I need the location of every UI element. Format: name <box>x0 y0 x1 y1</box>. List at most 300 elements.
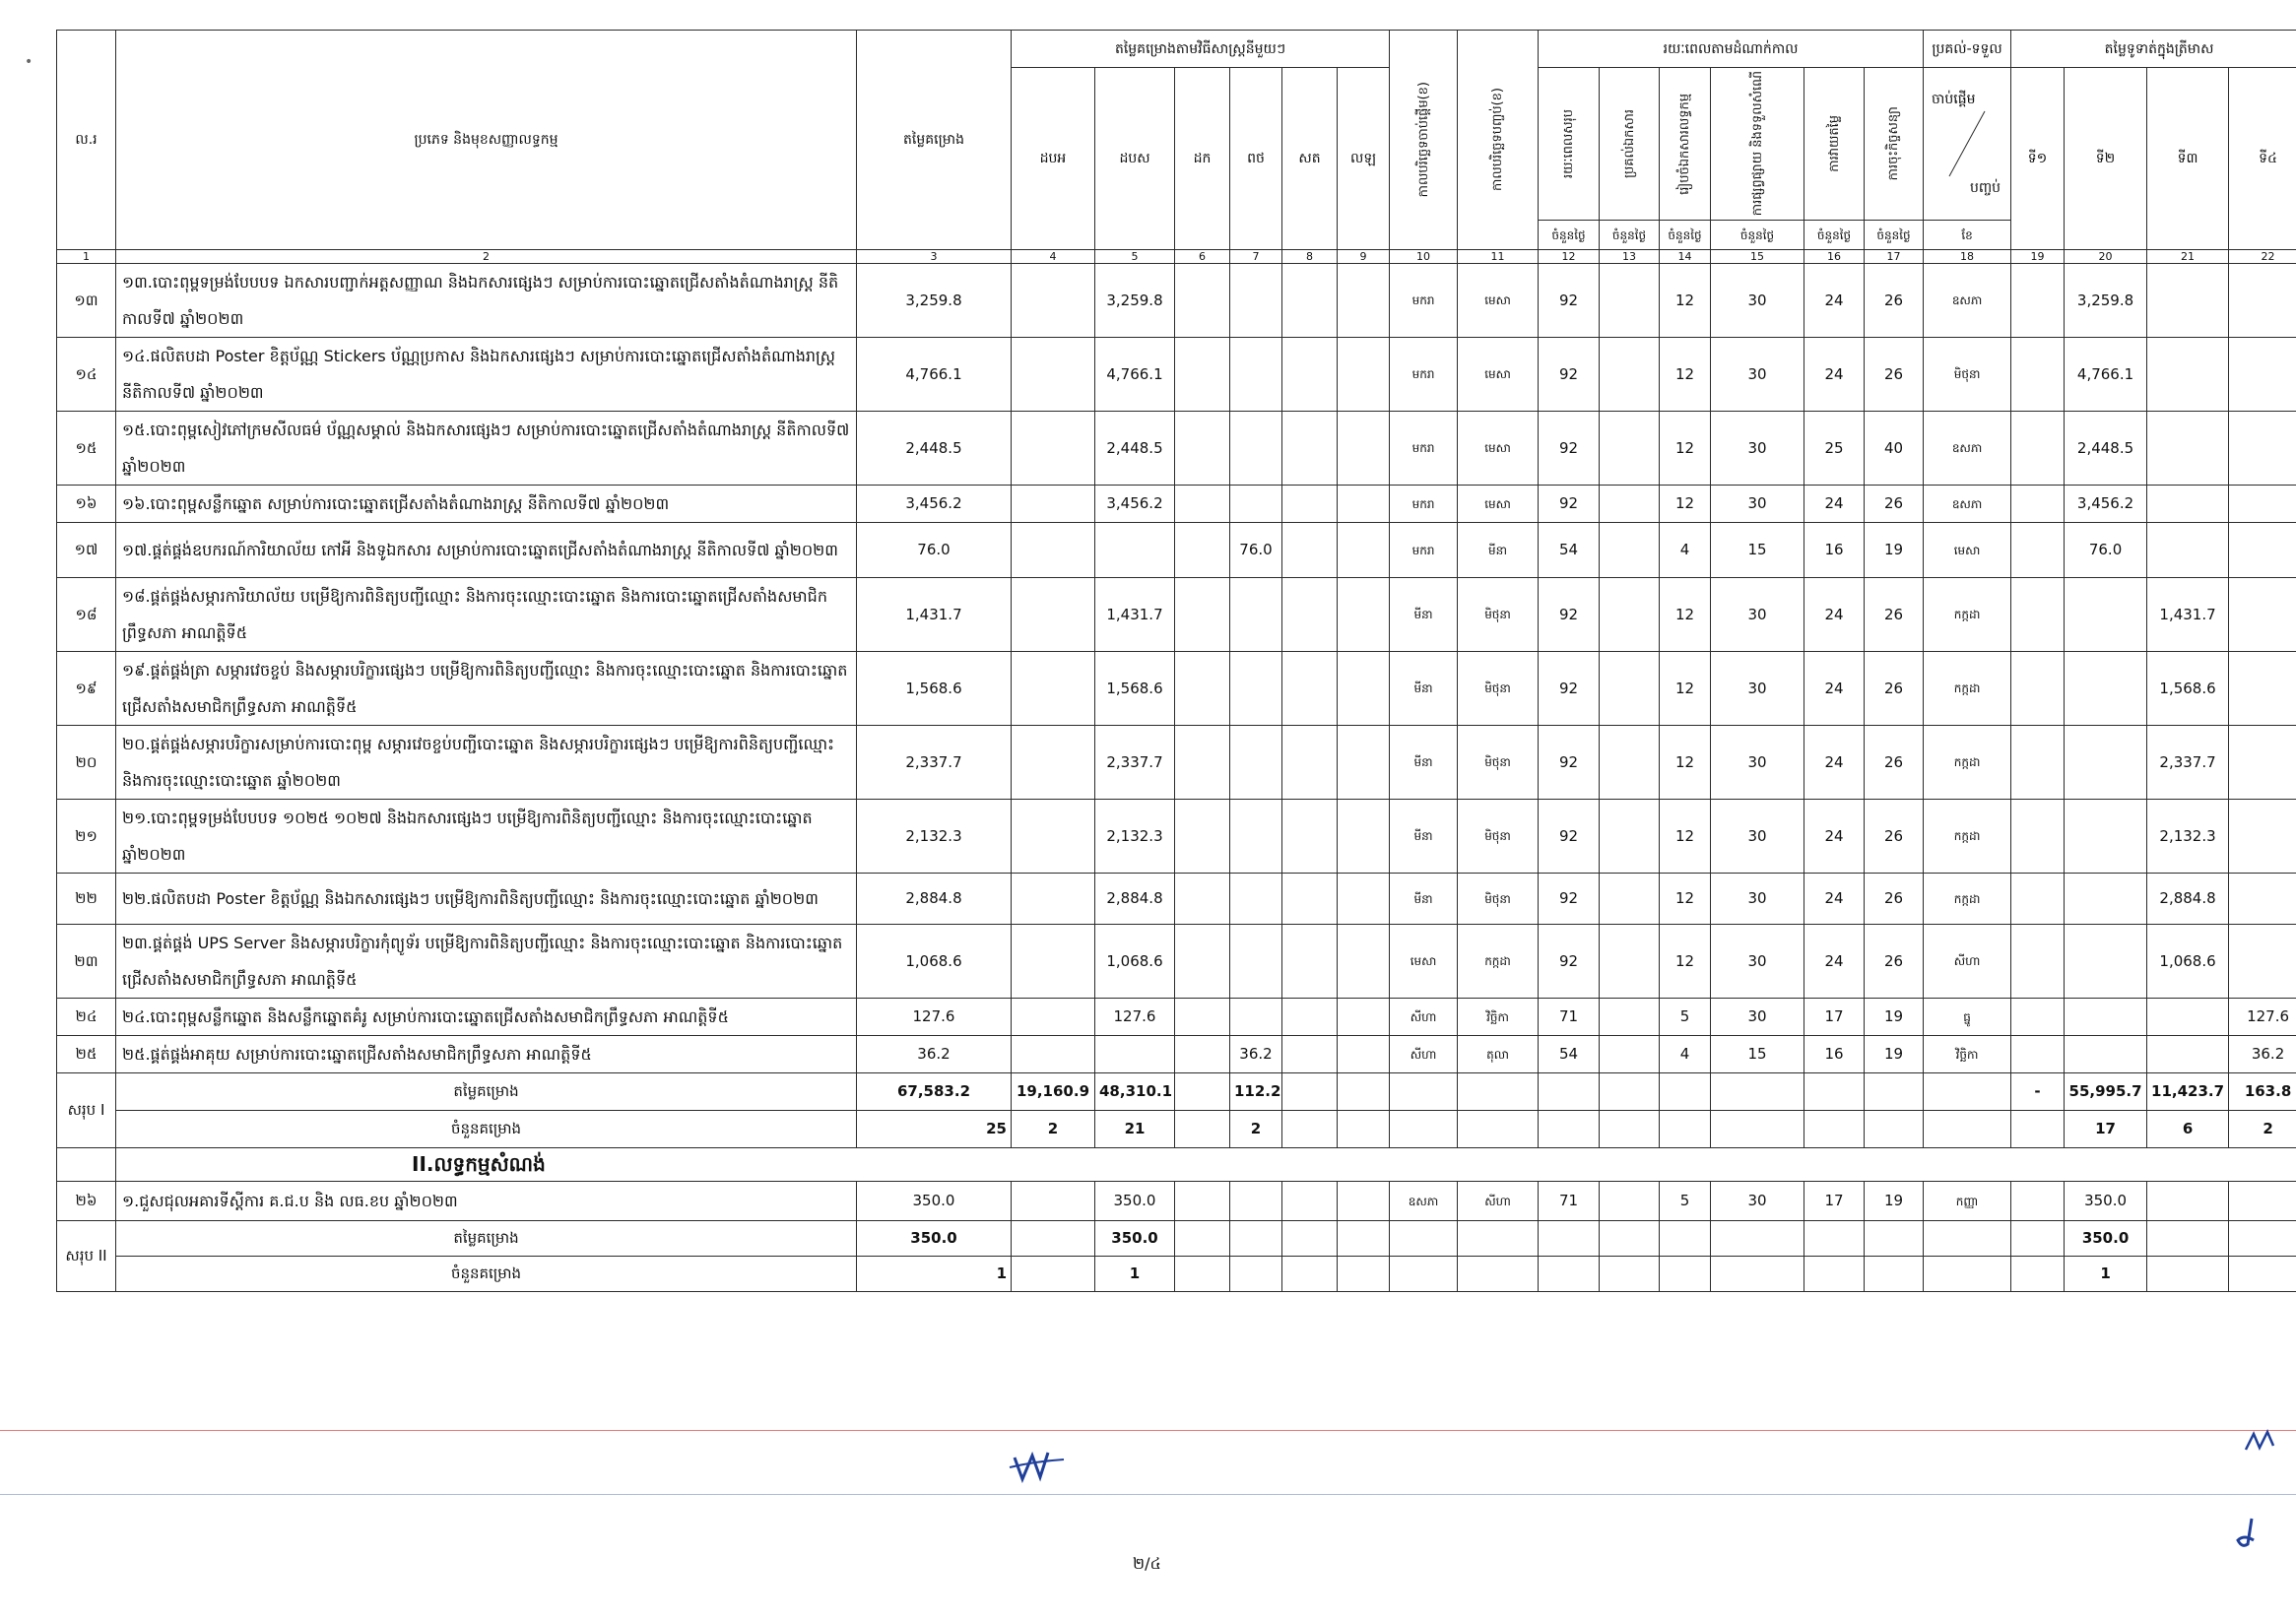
row-m5 <box>1282 726 1338 800</box>
row-budget: 127.6 <box>857 999 1012 1036</box>
row-m1 <box>1012 578 1095 652</box>
row-end: មិថុនា <box>1458 874 1539 925</box>
table-row <box>57 412 2296 486</box>
subtotal-count-d3 <box>1660 1257 1711 1292</box>
row-m2: 350.0 <box>1095 1182 1175 1221</box>
row-description: ២៥.ផ្គត់ផ្គង់អាគុយ សម្រាប់ការបោះឆ្នោតជ្រើសតាំងសមាជិកព្រឹទ្ធសភា អាណត្តិទី៥ <box>116 1036 857 1073</box>
row-m3 <box>1175 264 1230 338</box>
row-q1 <box>2011 1182 2065 1221</box>
row-d2 <box>1600 412 1660 486</box>
row-d6: 26 <box>1865 486 1924 523</box>
table-row <box>57 523 2296 578</box>
row-d2 <box>1600 999 1660 1036</box>
section-blank <box>57 1148 116 1182</box>
row-del: កក្កដា <box>1924 652 2011 726</box>
subtotal-count-q2: 1 <box>2065 1257 2147 1292</box>
row-d1: 92 <box>1539 486 1600 523</box>
subtotal-count-q1 <box>2011 1111 2065 1148</box>
table-row <box>57 999 2296 1036</box>
row-m5 <box>1282 874 1338 925</box>
row-number: ២៣ <box>57 925 116 999</box>
header-duration: ការផ្សព្វផ្សាយ និងទទួលសំណើ <box>1711 68 1804 221</box>
table-row <box>57 486 2296 523</box>
row-start: ឧសភា <box>1390 1182 1458 1221</box>
row-q4 <box>2229 1182 2296 1221</box>
row-d3: 5 <box>1660 999 1711 1036</box>
row-start: មករា <box>1390 523 1458 578</box>
row-start: មករា <box>1390 412 1458 486</box>
row-m1 <box>1012 999 1095 1036</box>
row-m1 <box>1012 652 1095 726</box>
row-number: ១៩ <box>57 652 116 726</box>
row-q3 <box>2147 999 2229 1036</box>
row-start: សីហា <box>1390 1036 1458 1073</box>
subtotal-count-start <box>1390 1111 1458 1148</box>
row-m2: 2,132.3 <box>1095 800 1175 874</box>
row-q3 <box>2147 412 2229 486</box>
column-number: 17 <box>1865 250 1924 264</box>
row-d6: 26 <box>1865 578 1924 652</box>
row-budget: 76.0 <box>857 523 1012 578</box>
row-d3: 12 <box>1660 726 1711 800</box>
row-d5: 24 <box>1804 800 1865 874</box>
row-d4: 30 <box>1711 652 1804 726</box>
subtotal-count-d2 <box>1600 1111 1660 1148</box>
row-end: តុលា <box>1458 1036 1539 1073</box>
column-number: 19 <box>2011 250 2065 264</box>
row-q1 <box>2011 578 2065 652</box>
subtotal-d4 <box>1711 1073 1804 1111</box>
subtotal-count-m4: 2 <box>1230 1111 1282 1148</box>
header-duration: ការវាយតម្លៃ <box>1804 68 1865 221</box>
row-d5: 16 <box>1804 1036 1865 1073</box>
row-d1: 71 <box>1539 1182 1600 1221</box>
subtotal-q4 <box>2229 1221 2296 1257</box>
header-quarter: ទី១ <box>2011 68 2065 250</box>
row-m2: 1,431.7 <box>1095 578 1175 652</box>
row-q2 <box>2065 874 2147 925</box>
header-method: ដបស <box>1095 68 1175 250</box>
row-q4 <box>2229 925 2296 999</box>
subtotal-q1 <box>2011 1221 2065 1257</box>
subtotal-count-m1: 2 <box>1012 1111 1095 1148</box>
subtotal-del <box>1924 1221 2011 1257</box>
row-d3: 12 <box>1660 578 1711 652</box>
row-m6 <box>1338 578 1390 652</box>
row-m5 <box>1282 578 1338 652</box>
row-d2 <box>1600 1036 1660 1073</box>
subtotal-m6 <box>1338 1221 1390 1257</box>
row-end: មិថុនា <box>1458 652 1539 726</box>
row-d2 <box>1600 800 1660 874</box>
header-unit: ចំនួនថ្ងៃ <box>1660 221 1711 250</box>
row-q2: 3,259.8 <box>2065 264 2147 338</box>
row-q1 <box>2011 486 2065 523</box>
row-m3 <box>1175 652 1230 726</box>
row-m1 <box>1012 925 1095 999</box>
header-method: ដបអ <box>1012 68 1095 250</box>
row-start: មីនា <box>1390 578 1458 652</box>
row-m4: 36.2 <box>1230 1036 1282 1073</box>
row-q2 <box>2065 800 2147 874</box>
row-number: ២៤ <box>57 999 116 1036</box>
subtotal-count-end <box>1458 1111 1539 1148</box>
row-description: ១៩.ផ្គត់ផ្គង់ត្រា សម្ភារវេចខ្ចប់ និងសម្ភារបរិក្ខារផ្សេងៗ បម្រើឱ្យការពិនិត្យបញ្ជីឈ្មោះ និងការចុះឈ្មោះបោះឆ្នោត និងការបោះឆ្នោតជ្រើសតាំងសមាជិកព្រឹទ្ធសភា អាណត្តិទី៥ <box>116 652 857 726</box>
header-quarter: ទី៣ <box>2147 68 2229 250</box>
row-m6 <box>1338 874 1390 925</box>
row-d5: 24 <box>1804 652 1865 726</box>
column-number: 22 <box>2229 250 2296 264</box>
subtotal-budget-label: តម្លៃគម្រោង <box>116 1221 857 1257</box>
delivery-slash <box>1947 109 1987 178</box>
row-q1 <box>2011 338 2065 412</box>
row-d5: 24 <box>1804 726 1865 800</box>
subtotal-d3 <box>1660 1073 1711 1111</box>
row-d2 <box>1600 523 1660 578</box>
subtotal-m5 <box>1282 1221 1338 1257</box>
subtotal-count-q3 <box>2147 1257 2229 1292</box>
row-d4: 30 <box>1711 412 1804 486</box>
row-m4 <box>1230 578 1282 652</box>
row-budget: 1,431.7 <box>857 578 1012 652</box>
row-m2: 3,259.8 <box>1095 264 1175 338</box>
row-q1 <box>2011 800 2065 874</box>
row-number: ១៤ <box>57 338 116 412</box>
row-m1 <box>1012 1182 1095 1221</box>
row-number: ១៨ <box>57 578 116 652</box>
row-q1 <box>2011 999 2065 1036</box>
row-description: ១.ជួសជុលអគារទីស្តីការ គ.ជ.ប និង លធ.ខប ឆ្នាំ២០២៣ <box>116 1182 857 1221</box>
row-q3 <box>2147 523 2229 578</box>
row-m4 <box>1230 800 1282 874</box>
column-number: 10 <box>1390 250 1458 264</box>
row-q1 <box>2011 523 2065 578</box>
header-unit: ចំនួនថ្ងៃ <box>1804 221 1865 250</box>
row-d2 <box>1600 874 1660 925</box>
subtotal-m1 <box>1012 1221 1095 1257</box>
row-d6: 26 <box>1865 338 1924 412</box>
row-m3 <box>1175 578 1230 652</box>
row-m3 <box>1175 412 1230 486</box>
column-number: 12 <box>1539 250 1600 264</box>
row-budget: 2,132.3 <box>857 800 1012 874</box>
row-d1: 92 <box>1539 338 1600 412</box>
row-number: ១៦ <box>57 486 116 523</box>
row-q2: 350.0 <box>2065 1182 2147 1221</box>
row-del: វិច្ឆិកា <box>1924 1036 2011 1073</box>
header-method: សត <box>1282 68 1338 250</box>
row-budget: 1,568.6 <box>857 652 1012 726</box>
subtotal-q3 <box>2147 1221 2229 1257</box>
subtotal-count-end <box>1458 1257 1539 1292</box>
row-d4: 30 <box>1711 726 1804 800</box>
row-d2 <box>1600 486 1660 523</box>
row-d6: 19 <box>1865 999 1924 1036</box>
subtotal-budget-row <box>57 1221 2296 1257</box>
row-del: ឧសភា <box>1924 486 2011 523</box>
row-m5 <box>1282 800 1338 874</box>
row-d1: 92 <box>1539 412 1600 486</box>
row-q4 <box>2229 264 2296 338</box>
row-m2: 3,456.2 <box>1095 486 1175 523</box>
row-d6: 19 <box>1865 1182 1924 1221</box>
row-d3: 12 <box>1660 925 1711 999</box>
row-d6: 26 <box>1865 264 1924 338</box>
table-row <box>57 1182 2296 1221</box>
subtotal-m4 <box>1230 1221 1282 1257</box>
row-m5 <box>1282 338 1338 412</box>
header-duration-group: រយៈពេលតាមដំណាក់កាល <box>1539 31 1924 68</box>
subtotal-count-d4 <box>1711 1257 1804 1292</box>
row-q3 <box>2147 264 2229 338</box>
row-d6: 26 <box>1865 726 1924 800</box>
row-m1 <box>1012 264 1095 338</box>
row-m3 <box>1175 486 1230 523</box>
row-m2: 1,068.6 <box>1095 925 1175 999</box>
row-m1 <box>1012 338 1095 412</box>
row-end: មីនា <box>1458 523 1539 578</box>
row-budget: 1,068.6 <box>857 925 1012 999</box>
subtotal-m1: 19,160.9 <box>1012 1073 1095 1111</box>
column-number: 2 <box>116 250 857 264</box>
column-number: 4 <box>1012 250 1095 264</box>
subtotal-q2: 55,995.7 <box>2065 1073 2147 1111</box>
row-d6: 19 <box>1865 1036 1924 1073</box>
row-m4 <box>1230 874 1282 925</box>
subtotal-count-row <box>57 1257 2296 1292</box>
row-d2 <box>1600 925 1660 999</box>
header-no: ល.រ <box>57 31 116 250</box>
row-m1 <box>1012 1036 1095 1073</box>
row-d5: 24 <box>1804 486 1865 523</box>
row-d6: 19 <box>1865 523 1924 578</box>
procurement-plan-table <box>56 30 2296 1292</box>
column-number: 5 <box>1095 250 1175 264</box>
row-q2 <box>2065 726 2147 800</box>
row-number: ២០ <box>57 726 116 800</box>
row-budget: 36.2 <box>857 1036 1012 1073</box>
row-d2 <box>1600 1182 1660 1221</box>
row-end: មេសា <box>1458 338 1539 412</box>
row-del: ឧសភា <box>1924 264 2011 338</box>
subtotal-end <box>1458 1073 1539 1111</box>
table-row <box>57 652 2296 726</box>
row-m6 <box>1338 726 1390 800</box>
row-d1: 71 <box>1539 999 1600 1036</box>
subtotal-end <box>1458 1221 1539 1257</box>
row-q3: 1,568.6 <box>2147 652 2229 726</box>
row-m1 <box>1012 726 1095 800</box>
row-q4 <box>2229 412 2296 486</box>
column-number: 1 <box>57 250 116 264</box>
subtotal-d5 <box>1804 1221 1865 1257</box>
row-del: ធ្នូ <box>1924 999 2011 1036</box>
row-d2 <box>1600 726 1660 800</box>
header-methods-group: តម្លៃគម្រោងតាមវិធីសាស្ត្រនីមួយៗ <box>1012 31 1390 68</box>
row-q2 <box>2065 578 2147 652</box>
subtotal-count-m3 <box>1175 1257 1230 1292</box>
row-q4: 36.2 <box>2229 1036 2296 1073</box>
row-m5 <box>1282 486 1338 523</box>
row-d1: 92 <box>1539 726 1600 800</box>
row-number: ២៥ <box>57 1036 116 1073</box>
row-end: មេសា <box>1458 412 1539 486</box>
row-number: ២៦ <box>57 1182 116 1221</box>
row-q4 <box>2229 578 2296 652</box>
row-start: មីនា <box>1390 652 1458 726</box>
subtotal-count-d6 <box>1865 1257 1924 1292</box>
scan-speck: • <box>25 54 33 70</box>
section-row <box>57 1148 2296 1182</box>
row-description: ២៤.បោះពុម្ពសន្លឹកឆ្នោត និងសន្លឹកឆ្នោតគំរូ សម្រាប់ការបោះឆ្នោតជ្រើសតាំងសមាជិកព្រឹទ្ធសភា អាណត្តិទី៥ <box>116 999 857 1036</box>
row-m4: 76.0 <box>1230 523 1282 578</box>
subtotal-count-q3: 6 <box>2147 1111 2229 1148</box>
row-d5: 17 <box>1804 999 1865 1036</box>
row-description: ១៨.ផ្គត់ផ្គង់សម្ភារការិយាល័យ បម្រើឱ្យការពិនិត្យបញ្ជីឈ្មោះ និងការចុះឈ្មោះបោះឆ្នោត និងការបោះឆ្នោតជ្រើសតាំងសមាជិកព្រឹទ្ធសភា អាណត្តិទី៥ <box>116 578 857 652</box>
table-row <box>57 264 2296 338</box>
row-del: សីហា <box>1924 925 2011 999</box>
row-budget: 2,337.7 <box>857 726 1012 800</box>
row-q2: 76.0 <box>2065 523 2147 578</box>
row-start: សីហា <box>1390 999 1458 1036</box>
subtotal-count-label: ចំនួនគម្រោង <box>116 1257 857 1292</box>
row-d5: 25 <box>1804 412 1865 486</box>
subtotal-count-del <box>1924 1257 2011 1292</box>
table-row <box>57 800 2296 874</box>
row-m2: 2,448.5 <box>1095 412 1175 486</box>
row-m5 <box>1282 412 1338 486</box>
header-month: ខែ <box>1924 221 2011 250</box>
subtotal-count-d3 <box>1660 1111 1711 1148</box>
header-duration: ប្រគល់ឯកសារ <box>1600 68 1660 221</box>
row-d4: 30 <box>1711 925 1804 999</box>
row-m4 <box>1230 925 1282 999</box>
row-d1: 92 <box>1539 800 1600 874</box>
subtotal-count-m2: 21 <box>1095 1111 1175 1148</box>
row-d3: 4 <box>1660 1036 1711 1073</box>
subtotal-budget-row <box>57 1073 2296 1111</box>
row-q2 <box>2065 652 2147 726</box>
row-d1: 92 <box>1539 652 1600 726</box>
row-q4: 127.6 <box>2229 999 2296 1036</box>
subtotal-m6 <box>1338 1073 1390 1111</box>
row-m2 <box>1095 523 1175 578</box>
row-m4 <box>1230 999 1282 1036</box>
row-m1 <box>1012 412 1095 486</box>
page-number: ២/៤ <box>1133 1554 1161 1573</box>
row-d1: 92 <box>1539 264 1600 338</box>
row-del: ឧសភា <box>1924 412 2011 486</box>
header-quarter: ទី៤ <box>2229 68 2296 250</box>
subtotal-count-d2 <box>1600 1257 1660 1292</box>
row-m6 <box>1338 1036 1390 1073</box>
subtotal-count-m5 <box>1282 1111 1338 1148</box>
subtotal-count-del <box>1924 1111 2011 1148</box>
row-del: កក្កដា <box>1924 874 2011 925</box>
row-number: ១៣ <box>57 264 116 338</box>
row-description: ២២.ផលិតបដា Poster ខិត្តប័ណ្ណ និងឯកសារផ្សេងៗ បម្រើឱ្យការពិនិត្យបញ្ជីឈ្មោះ និងការចុះឈ្មោះបោះឆ្នោត ឆ្នាំ២០២៣ <box>116 874 857 925</box>
subtotal-count-d6 <box>1865 1111 1924 1148</box>
row-del: មេសា <box>1924 523 2011 578</box>
row-m3 <box>1175 925 1230 999</box>
row-d6: 26 <box>1865 874 1924 925</box>
subtotal-count-d5 <box>1804 1111 1865 1148</box>
row-d6: 26 <box>1865 800 1924 874</box>
row-d2 <box>1600 264 1660 338</box>
subtotal-count-d1 <box>1539 1257 1600 1292</box>
row-m4 <box>1230 486 1282 523</box>
row-d5: 24 <box>1804 338 1865 412</box>
header-unit: ចំនួនថ្ងៃ <box>1865 221 1924 250</box>
row-m6 <box>1338 523 1390 578</box>
column-number: 7 <box>1230 250 1282 264</box>
row-d1: 92 <box>1539 874 1600 925</box>
row-d4: 30 <box>1711 486 1804 523</box>
row-q3: 2,132.3 <box>2147 800 2229 874</box>
row-d3: 12 <box>1660 338 1711 412</box>
corner-signature-mark <box>2234 1515 2263 1554</box>
subtotal-count-m6 <box>1338 1111 1390 1148</box>
row-d5: 24 <box>1804 578 1865 652</box>
subtotal-budget: 67,583.2 <box>857 1073 1012 1111</box>
scan-blue-line <box>0 1494 2296 1495</box>
row-q4 <box>2229 523 2296 578</box>
row-budget: 2,448.5 <box>857 412 1012 486</box>
row-d4: 30 <box>1711 578 1804 652</box>
row-del: កញ្ញា <box>1924 1182 2011 1221</box>
row-q4 <box>2229 486 2296 523</box>
row-del: មិថុនា <box>1924 338 2011 412</box>
subtotal-m3 <box>1175 1221 1230 1257</box>
row-d3: 12 <box>1660 652 1711 726</box>
header-duration: រយៈពេលសរុប <box>1539 68 1600 221</box>
subtotal-d5 <box>1804 1073 1865 1111</box>
row-d1: 92 <box>1539 925 1600 999</box>
row-m2: 2,337.7 <box>1095 726 1175 800</box>
row-end: មិថុនា <box>1458 800 1539 874</box>
subtotal-m5 <box>1282 1073 1338 1111</box>
row-d5: 17 <box>1804 1182 1865 1221</box>
row-m6 <box>1338 338 1390 412</box>
row-m4 <box>1230 1182 1282 1221</box>
column-number: 9 <box>1338 250 1390 264</box>
table-row <box>57 726 2296 800</box>
row-m1 <box>1012 874 1095 925</box>
header-duration: រៀបចំឯកសារលទ្ធកម្ម <box>1660 68 1711 221</box>
row-q3: 2,884.8 <box>2147 874 2229 925</box>
row-m6 <box>1338 800 1390 874</box>
column-number: 20 <box>2065 250 2147 264</box>
subtotal-d1 <box>1539 1073 1600 1111</box>
row-m4 <box>1230 652 1282 726</box>
row-end: វិច្ឆិកា <box>1458 999 1539 1036</box>
row-d5: 24 <box>1804 264 1865 338</box>
column-number: 16 <box>1804 250 1865 264</box>
row-start: មីនា <box>1390 874 1458 925</box>
row-description: ១៥.បោះពុម្ពសៀវភៅក្រមសីលធម៌ ប័ណ្ណសម្គាល់ និងឯកសារផ្សេងៗ សម្រាប់ការបោះឆ្នោតជ្រើសតាំងតំណាងរាស្ត្រ នីតិកាលទី៧ ឆ្នាំ២០២៣ <box>116 412 857 486</box>
row-m3 <box>1175 999 1230 1036</box>
subtotal-m2: 350.0 <box>1095 1221 1175 1257</box>
row-m6 <box>1338 999 1390 1036</box>
row-m2: 127.6 <box>1095 999 1175 1036</box>
row-q3 <box>2147 338 2229 412</box>
scan-red-line <box>0 1430 2296 1431</box>
row-description: ១៣.បោះពុម្ពទម្រង់បែបបទ ឯកសារបញ្ជាក់អត្តសញ្ញាណ និងឯកសារផ្សេងៗ សម្រាប់ការបោះឆ្នោតជ្រើសតាំងតំណាងរាស្ត្រ នីតិកាលទី៧ ឆ្នាំ២០២៣ <box>116 264 857 338</box>
row-m4 <box>1230 264 1282 338</box>
header-type: ប្រភេទ និងមុខសញ្ញាលទ្ធកម្ម <box>116 31 857 250</box>
row-d6: 26 <box>1865 925 1924 999</box>
header-method: ដក <box>1175 68 1230 250</box>
